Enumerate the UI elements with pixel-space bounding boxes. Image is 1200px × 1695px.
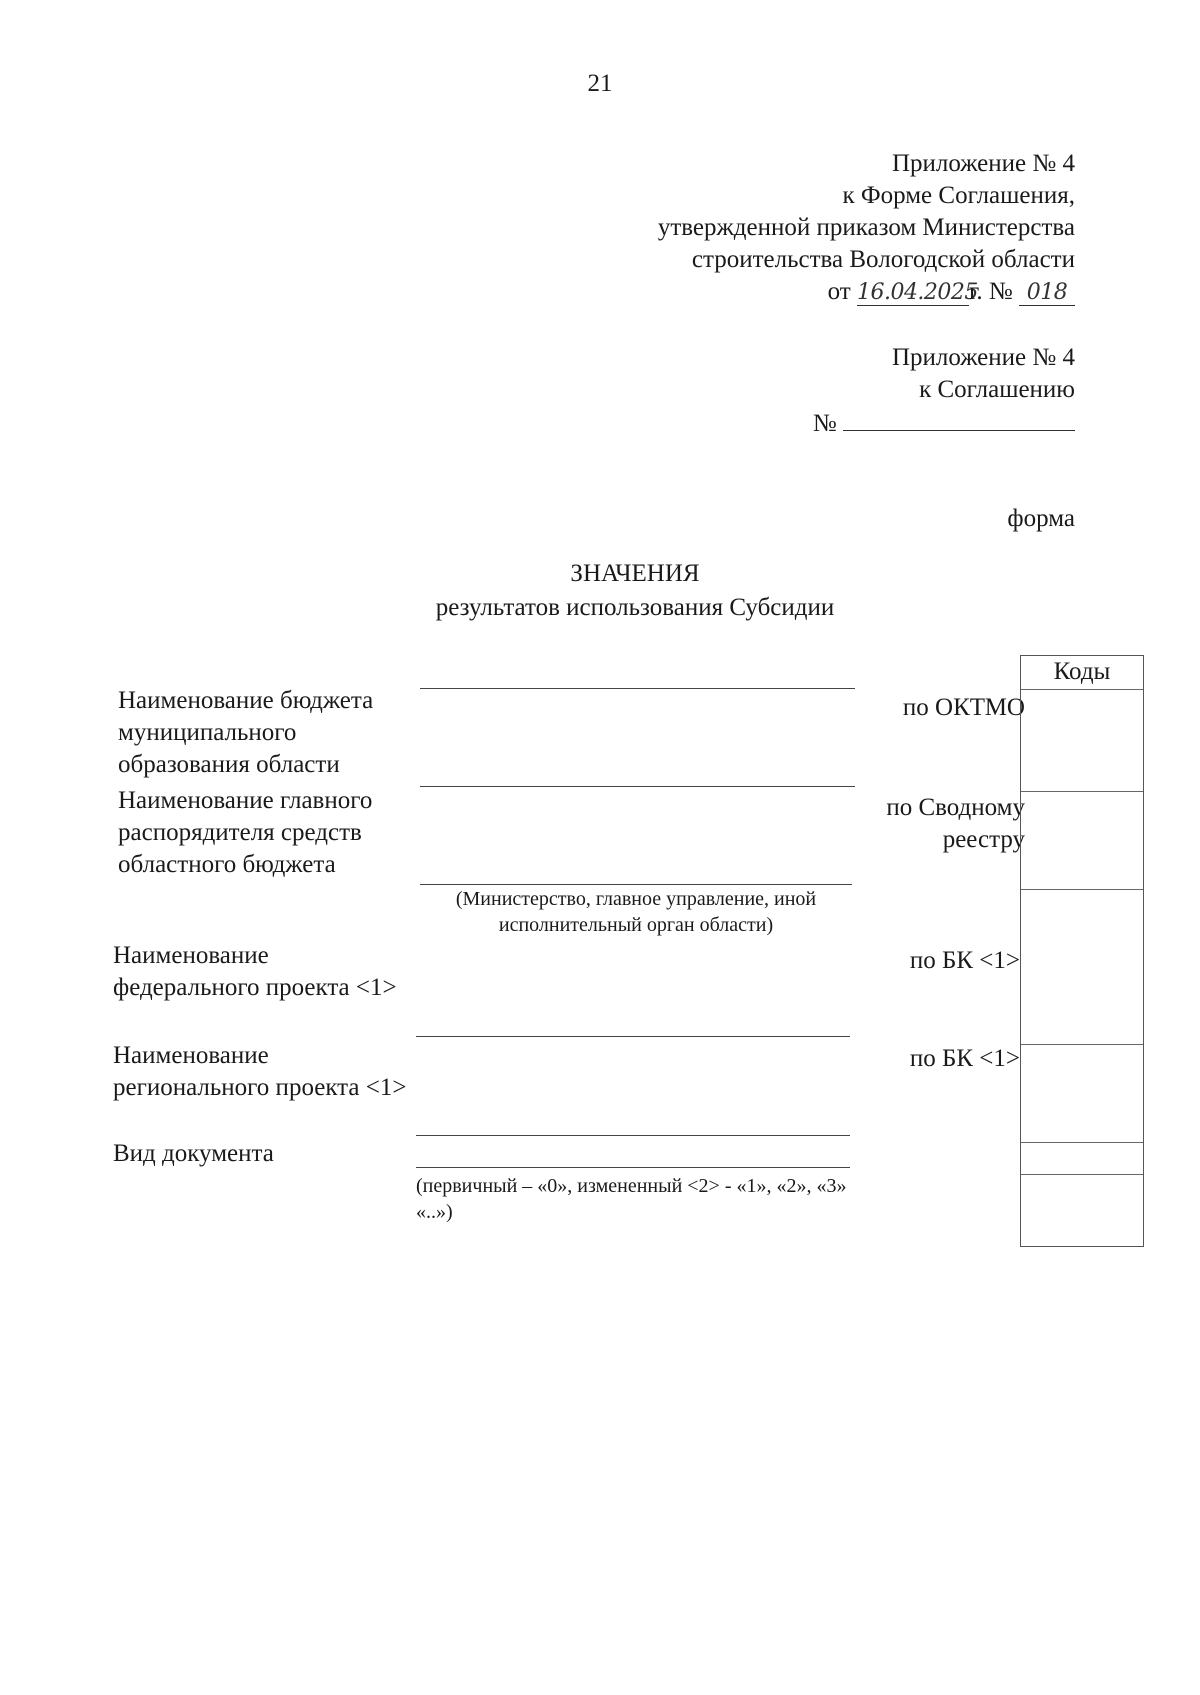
federal-project-field-line [416,1036,850,1037]
bk-label-1: по БК <1> [909,947,1020,974]
document-type-field-line [416,1167,850,1168]
document-type-label: Вид документа [113,1140,274,1167]
annex-date-line [658,276,1075,308]
date-prefix: от [827,278,851,305]
chief-admin-hint: (Министерство, главное управление, иной исполнительный орган области) [455,888,817,936]
agreement-annex-line-1: Приложение № 4 [891,344,1075,371]
form-label: форма [1007,505,1075,532]
codes-cell-bk-1 [1021,889,1143,890]
chief-admin-field-line [420,884,852,885]
agreement-annex [813,342,1075,440]
registry-label-line-2: реестру [942,826,1025,853]
codes-table [1020,655,1144,1247]
codes-cell-oktmo [1021,689,1143,690]
codes-cell-extra [1021,1174,1143,1175]
federal-project-label: Наименование федерального проекта <1> [113,942,397,1001]
agreement-number-blank [843,406,1075,431]
budget-name-field-line [420,688,855,689]
budget-name-label: Наименование бюджета муниципального образования области [118,687,374,778]
annex-line-3: утвержденной приказом Министерства [657,214,1075,241]
codes-cell-doc-type [1021,1142,1143,1143]
agreement-annex-line-2: к Соглашению [919,376,1075,403]
date-suffix: г. № [968,278,1013,305]
doc-title: ЗНАЧЕНИЯ [570,560,700,587]
regional-project-field-line [416,1135,850,1136]
registry-label-line-1: по Сводному [886,794,1025,821]
annex-line-1: Приложение № 4 [891,150,1075,177]
annex-line-2: к Форме Соглашения, [842,182,1075,209]
order-date: 16.04.2025 [856,280,978,305]
chief-admin-label: Наименование главного распорядителя средств областного бюджета [118,787,373,878]
codes-cell-registry [1021,791,1143,792]
doc-subtitle: результатов использования Субсидии [435,594,835,621]
bk-label-2: по БК <1> [909,1045,1020,1072]
document-type-hint: (первичный – «0», измененный <2> - «1», «2», «3» «..») [416,1175,847,1223]
codes-cell-bk-2 [1021,1044,1143,1045]
agreement-number-prefix: № [812,410,837,437]
order-number: 018 [1019,281,1075,306]
codes-header: Коды [1053,658,1111,685]
budget-name-field-line-bottom [420,786,855,787]
oktmo-label: по ОКТМО [902,694,1025,721]
annex-line-4: строительства Вологодской области [691,246,1075,273]
agreement-number-line [813,406,1075,440]
page-number: 21 [587,70,613,97]
annex-header [658,148,1075,308]
regional-project-label: Наименование регионального проекта <1> [113,1042,407,1101]
